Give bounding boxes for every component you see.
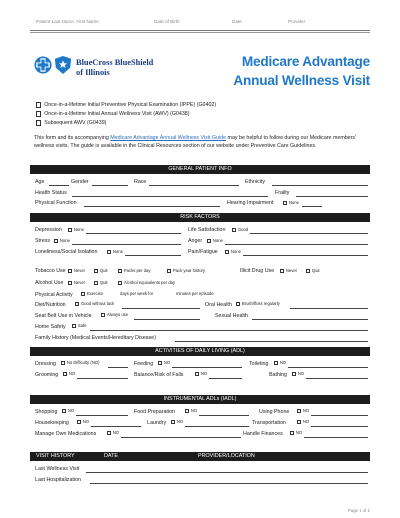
finances-field[interactable] <box>304 437 368 438</box>
loneliness-none-checkbox[interactable] <box>107 250 111 254</box>
using-phone-no-label: NO <box>302 408 310 414</box>
tobacco-pack-history-option[interactable] <box>167 269 205 273</box>
visit-type-awv[interactable] <box>36 111 190 117</box>
dressing-no-checkbox[interactable] <box>61 361 65 365</box>
alcohol-equivalents-option[interactable] <box>118 281 175 285</box>
transportation-no-option[interactable] <box>297 420 309 424</box>
alcohol-equivalents-label: Alcohol equivalents per day <box>123 280 176 286</box>
loneliness-label: Loneliness/Social Isolation <box>35 249 98 255</box>
illicit-never-option[interactable] <box>280 269 297 273</box>
oral-brush-label: Brush/floss regularly <box>241 301 280 307</box>
laundry-no-label: NO <box>176 419 184 425</box>
balance-no-checkbox[interactable] <box>195 372 199 376</box>
alcohol-never-option[interactable] <box>68 281 85 285</box>
anger-none-label: None <box>212 238 223 244</box>
hearing-none-label: None <box>288 200 299 206</box>
tobacco-pack-history-label: Pack year history <box>172 268 206 274</box>
date-col: DATE <box>104 453 118 459</box>
medications-label: Manage Own Medications <box>35 431 97 437</box>
checkbox-awv[interactable] <box>36 111 41 116</box>
race-field[interactable] <box>149 185 239 186</box>
header-rule <box>30 30 370 31</box>
balance-label: Balance/Risk of Falls <box>134 372 184 378</box>
form-title-line-2: Annual Wellness Visit <box>233 73 370 88</box>
laundry-no-checkbox[interactable] <box>171 420 175 424</box>
section-iadl: INSTRUMENTAL ADLs (IADL) <box>30 395 370 404</box>
alcohol-quit-label: Quit <box>99 280 108 286</box>
toileting-no-checkbox[interactable] <box>274 361 278 365</box>
using-phone-no-checkbox[interactable] <box>297 409 301 413</box>
age-field[interactable] <box>49 185 69 186</box>
header-divider <box>30 32 370 33</box>
exercise-checkbox[interactable] <box>81 292 85 296</box>
seatbelt-always-option[interactable] <box>101 313 128 317</box>
seatbelt-label: Seat Belt Use in Vehicle <box>35 313 92 319</box>
grooming-no-option[interactable] <box>63 372 75 376</box>
using-phone-field[interactable] <box>311 415 368 416</box>
awv-guide-link[interactable]: Medicare Advantage Annual Wellness Visit Guide <box>110 135 227 141</box>
alcohol-never-checkbox[interactable] <box>68 281 72 285</box>
sexual-health-field[interactable] <box>252 319 368 320</box>
transportation-label: Transportation <box>252 420 286 426</box>
grooming-no-label: NO <box>68 371 76 377</box>
last-wellness-label: Last Wellness Visit <box>35 466 80 472</box>
food-prep-no-label: NO <box>190 408 198 414</box>
laundry-no-option[interactable] <box>171 420 183 424</box>
header-fields <box>30 8 370 30</box>
visit-type-awv-label: Once-in-a-lifetime Initial Annual Wellness Visit (AWV) (G0438) <box>44 111 190 117</box>
oral-field[interactable] <box>290 308 368 309</box>
bathing-field[interactable] <box>306 378 368 379</box>
form-title-line-1: Medicare Advantage <box>241 54 370 69</box>
loneliness-none-option[interactable] <box>107 250 123 254</box>
toileting-field[interactable] <box>288 367 368 368</box>
family-history-field[interactable] <box>175 341 368 342</box>
checkbox-subsequent[interactable] <box>36 120 41 125</box>
home-safe-label: Safe <box>77 323 87 329</box>
stress-none-checkbox[interactable] <box>54 239 58 243</box>
loneliness-none-label: None <box>112 249 123 255</box>
medications-field[interactable] <box>121 437 241 438</box>
alcohol-equivalents-checkbox[interactable] <box>118 281 122 285</box>
dressing-no-label: No Difficulty (NO) <box>66 360 100 366</box>
home-safety-field[interactable] <box>90 330 368 331</box>
pain-none-option[interactable] <box>225 250 241 254</box>
alcohol-quit-checkbox[interactable] <box>94 281 98 285</box>
physical-activity-label: Physical Activity <box>35 292 73 298</box>
pain-field[interactable] <box>243 255 368 256</box>
shopping-label: Shopping <box>35 409 58 415</box>
intro-text <box>34 135 364 150</box>
alcohol-quit-option[interactable] <box>94 281 108 285</box>
tobacco-quit-label: Quit <box>99 268 108 274</box>
loneliness-field[interactable] <box>125 255 181 256</box>
dressing-field[interactable] <box>108 367 128 368</box>
illicit-quit-option[interactable] <box>306 269 320 273</box>
food-prep-no-checkbox[interactable] <box>185 409 189 413</box>
shopping-field[interactable] <box>76 415 128 416</box>
balance-no-label: NO <box>200 371 208 377</box>
medications-no-label: NO <box>112 430 120 436</box>
finances-no-label: NO <box>295 430 303 436</box>
days-per-week-label: days per week for <box>120 291 154 296</box>
health-status-label: Health Status <box>35 190 67 196</box>
section-risk: RISK FACTORS <box>30 213 370 222</box>
toileting-no-option[interactable] <box>274 361 286 365</box>
diet-field[interactable] <box>122 308 200 309</box>
blue-cross-icon <box>34 56 52 74</box>
shopping-no-checkbox[interactable] <box>62 409 66 413</box>
life-satisfaction-label: Life Satisfaction <box>188 227 226 233</box>
illicit-never-checkbox[interactable] <box>280 269 284 273</box>
food-prep-label: Food Preparation <box>134 409 175 415</box>
transportation-field[interactable] <box>311 426 368 427</box>
bcbs-logo <box>34 52 174 84</box>
medications-no-checkbox[interactable] <box>107 431 111 435</box>
oral-brush-checkbox[interactable] <box>236 302 240 306</box>
transportation-no-checkbox[interactable] <box>297 420 301 424</box>
diet-good-label: Good without lack <box>80 301 115 307</box>
hearing-none-option[interactable] <box>283 201 299 205</box>
life-satisfaction-field[interactable] <box>250 233 368 234</box>
tobacco-pack-history-checkbox[interactable] <box>167 269 171 273</box>
hearing-none-checkbox[interactable] <box>283 201 287 205</box>
depression-label: Depression <box>35 227 62 233</box>
exercise-option[interactable] <box>81 292 103 296</box>
hearing-label: Hearing Impairment <box>227 200 274 206</box>
ethnicity-label: Ethnicity <box>245 179 266 185</box>
finances-label: Handle Finances <box>243 431 283 437</box>
feeding-field[interactable] <box>172 367 242 368</box>
housekeeping-no-option[interactable] <box>77 420 89 424</box>
race-label: Race <box>134 179 147 185</box>
visit-type-ippe[interactable] <box>36 102 216 108</box>
home-safe-checkbox[interactable] <box>72 324 76 328</box>
anger-none-option[interactable] <box>207 239 223 243</box>
last-hosp-label: Last Hospitalization <box>35 477 81 483</box>
tobacco-packs-label: Packs per day <box>123 268 151 274</box>
section-general: GENERAL PATIENT INFO <box>30 165 370 174</box>
using-phone-no-option[interactable] <box>297 409 309 413</box>
visit-type-ippe-label: Once-in-a-lifetime Initial Preventive Physical Examination (IPPE) (G0402) <box>44 102 217 108</box>
anger-field[interactable] <box>225 244 368 245</box>
checkbox-ippe[interactable] <box>36 102 41 107</box>
food-prep-no-option[interactable] <box>185 409 197 413</box>
stress-field[interactable] <box>72 244 181 245</box>
depression-none-option[interactable] <box>68 228 84 232</box>
dressing-no-option[interactable] <box>61 361 99 365</box>
feeding-no-option[interactable] <box>158 361 170 365</box>
visit-type-subsequent-label: Subsequent AWV (G0439) <box>44 120 107 126</box>
laundry-field[interactable] <box>185 426 249 427</box>
last-hosp-field[interactable] <box>90 483 368 484</box>
transportation-no-label: NO <box>302 419 310 425</box>
bathing-label: Bathing <box>269 372 287 378</box>
family-history-label: Family History (Medical Events/Hereditary Disease) <box>35 335 156 341</box>
feeding-label: Feeding <box>134 361 154 367</box>
life-satisfaction-good-option[interactable] <box>232 228 248 232</box>
life-satisfaction-good-checkbox[interactable] <box>232 228 236 232</box>
patient-name-label: Patient Last Name, First Name <box>36 19 99 24</box>
feeding-no-checkbox[interactable] <box>158 361 162 365</box>
ethnicity-field[interactable] <box>272 185 368 186</box>
last-wellness-field[interactable] <box>86 472 368 473</box>
seatbelt-always-checkbox[interactable] <box>101 313 105 317</box>
bathing-no-checkbox[interactable] <box>292 372 296 376</box>
pain-none-checkbox[interactable] <box>225 250 229 254</box>
tobacco-never-label: Never <box>73 268 86 274</box>
oral-brush-option[interactable] <box>236 302 280 306</box>
gender-field[interactable] <box>92 185 128 186</box>
exercise-label: Exercise <box>86 291 103 297</box>
home-safe-option[interactable] <box>72 324 87 328</box>
medications-no-option[interactable] <box>107 431 119 435</box>
date-label: Date <box>232 19 242 24</box>
blue-shield-icon <box>54 55 72 75</box>
tobacco-label: Tobacco Use <box>35 268 66 274</box>
tobacco-quit-option[interactable] <box>94 269 108 273</box>
visit-history-header <box>30 452 370 461</box>
bathing-no-option[interactable] <box>292 372 304 376</box>
minutes-per-episode-label: minutes per episode <box>176 291 214 296</box>
housekeeping-label: Housekeeping <box>35 420 69 426</box>
finances-no-checkbox[interactable] <box>290 431 294 435</box>
illicit-quit-label: Quit <box>311 268 320 274</box>
dressing-label: Dressing <box>35 361 56 367</box>
pain-none-label: None <box>230 249 241 255</box>
frailty-field[interactable] <box>296 196 368 197</box>
tobacco-packs-option[interactable] <box>118 269 150 273</box>
physical-function-label: Physical Function <box>35 200 77 206</box>
illicit-drug-label: Illicit Drug Use <box>240 268 275 274</box>
illicit-never-label: Never <box>285 268 298 274</box>
finances-no-option[interactable] <box>290 431 302 435</box>
brand-line-2: of Illinois <box>76 67 110 77</box>
health-status-field[interactable] <box>72 196 268 197</box>
dob-label: Date of Birth <box>154 19 180 24</box>
seatbelt-field[interactable] <box>134 319 200 320</box>
anger-none-checkbox[interactable] <box>207 239 211 243</box>
toileting-no-label: NO <box>279 360 287 366</box>
diet-good-checkbox[interactable] <box>75 302 79 306</box>
tobacco-quit-checkbox[interactable] <box>94 269 98 273</box>
pain-label: Pain/Fatigue <box>188 249 218 255</box>
oral-health-label: Oral Health <box>205 302 232 308</box>
diet-label: Diet/Nutrition <box>35 302 66 308</box>
alcohol-never-label: Never <box>73 280 86 286</box>
stress-label: Stress <box>35 238 51 244</box>
life-satisfaction-good-label: Good <box>237 227 249 233</box>
shopping-no-label: NO <box>67 408 75 414</box>
tobacco-packs-checkbox[interactable] <box>118 269 122 273</box>
diet-good-option[interactable] <box>75 302 114 306</box>
intro-post: may be helpful to follow during our Medicare members' wellness visits. The guide is available in the Clinical Resources section of our website under Preventive Care Guidelines. <box>34 135 357 149</box>
stress-none-label: None <box>59 238 70 244</box>
using-phone-label: Using Phone <box>259 409 290 415</box>
grooming-label: Grooming <box>35 372 59 378</box>
gender-label: Gender <box>71 179 89 185</box>
stress-none-option[interactable] <box>54 239 70 243</box>
physical-function-field[interactable] <box>84 206 220 207</box>
intro-pre: This form and its accompanying <box>34 135 111 141</box>
sexual-health-label: Sexual Health <box>215 313 248 319</box>
age-label: Age <box>35 179 45 185</box>
feeding-no-label: NO <box>163 360 171 366</box>
page-number: Page 1 of 1 <box>348 508 370 513</box>
frailty-label: Frailty <box>275 190 290 196</box>
provider-label: Provider <box>288 19 306 24</box>
housekeeping-no-checkbox[interactable] <box>77 420 81 424</box>
balance-field[interactable] <box>209 378 242 379</box>
grooming-field[interactable] <box>77 378 128 379</box>
anger-label: Anger <box>188 238 203 244</box>
tobacco-never-option[interactable] <box>68 269 85 273</box>
bathing-no-label: NO <box>297 371 305 377</box>
shopping-no-option[interactable] <box>62 409 74 413</box>
depression-field[interactable] <box>86 233 181 234</box>
grooming-no-checkbox[interactable] <box>63 372 67 376</box>
section-adl: ACTIVITIES OF DAILY LIVING (ADL) <box>30 347 370 356</box>
visit-history-col: VISIT HISTORY <box>36 453 75 459</box>
hearing-field[interactable] <box>302 206 322 207</box>
visit-type-subsequent[interactable] <box>36 120 106 126</box>
brand-line-1: BlueCross BlueShield <box>76 58 154 67</box>
laundry-label: Laundry <box>147 420 167 426</box>
provider-location-col: PROVIDER/LOCATION <box>198 453 255 459</box>
balance-no-option[interactable] <box>195 372 207 376</box>
housekeeping-no-label: NO <box>82 419 90 425</box>
illicit-quit-checkbox[interactable] <box>306 269 310 273</box>
depression-none-label: None <box>73 227 84 233</box>
home-safety-label: Home Safety <box>35 324 66 330</box>
depression-none-checkbox[interactable] <box>68 228 72 232</box>
tobacco-never-checkbox[interactable] <box>68 269 72 273</box>
toileting-label: Toileting <box>249 361 269 367</box>
housekeeping-field[interactable] <box>91 426 141 427</box>
food-prep-field[interactable] <box>199 415 249 416</box>
seatbelt-always-label: Always use <box>106 312 129 318</box>
alcohol-label: Alcohol Use <box>35 280 64 286</box>
